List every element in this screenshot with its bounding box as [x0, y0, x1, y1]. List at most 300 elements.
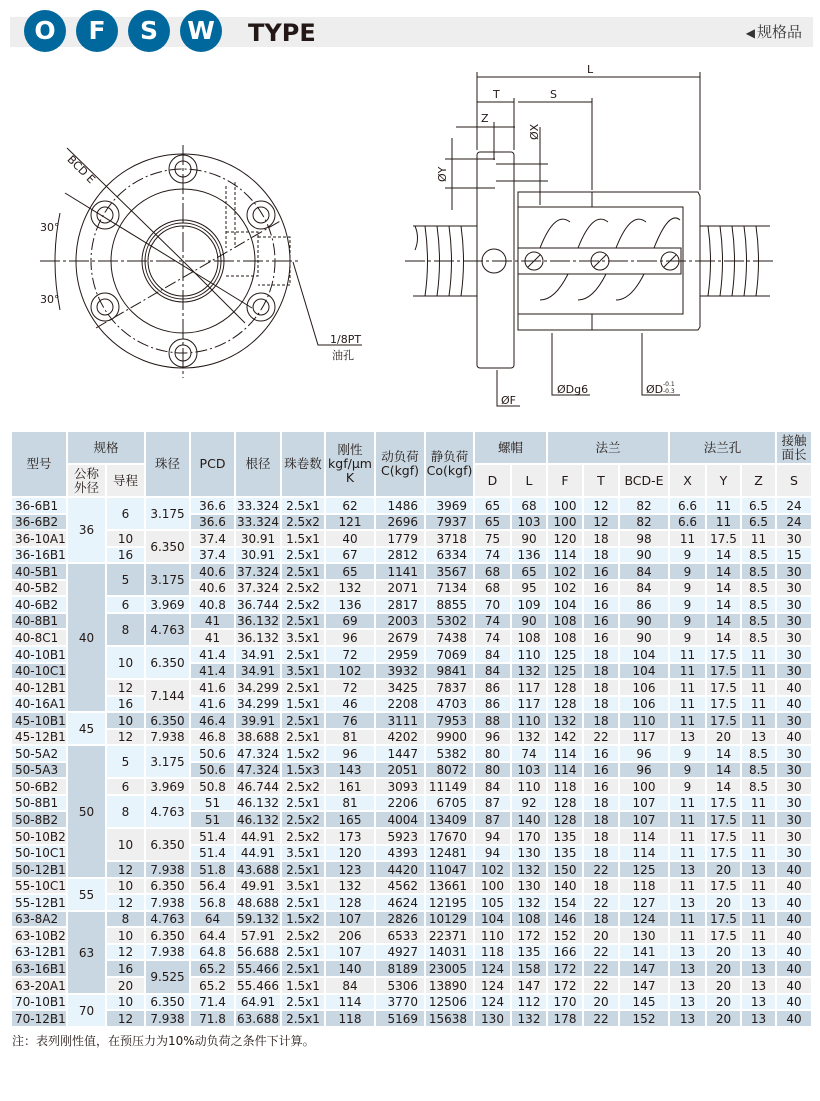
table-cell: 130 [512, 846, 548, 862]
header-turns: 珠卷数 [282, 432, 326, 498]
table-cell: 16 [584, 779, 620, 796]
table-cell: 118 [620, 879, 670, 895]
table-cell: 103 [512, 515, 548, 531]
table-cell: 20 [707, 945, 742, 961]
cell-model: 50-8B2 [12, 812, 68, 829]
table-cell: 6.5 [742, 498, 777, 515]
table-cell: 90 [620, 614, 670, 630]
table-cell: 2.5x1 [282, 895, 326, 912]
table-cell: 3932 [376, 664, 426, 680]
table-cell: 30 [777, 829, 813, 846]
header-model: 型号 [12, 432, 68, 498]
table-cell: 40.8 [191, 597, 236, 614]
merged-lead: 5 [107, 746, 146, 779]
table-cell: 9841 [426, 664, 475, 680]
dim-Dg6: ØDg6 [557, 383, 589, 396]
table-cell: 120 [326, 846, 376, 862]
table-cell: 57.91 [236, 928, 282, 945]
cell-model: 70-10B1 [12, 995, 68, 1011]
cell-model: 50-12B1 [12, 862, 68, 879]
header-nominal-od: 公称 外径 [68, 465, 107, 498]
table-cell: 20 [707, 961, 742, 978]
table-cell: 2.5x1 [282, 945, 326, 961]
table-cell: 41.6 [191, 697, 236, 713]
header-hole-z: Z [742, 465, 777, 498]
table-cell: 65.2 [191, 961, 236, 978]
merged-ball-dia: 6.350 [146, 713, 191, 730]
table-cell: 2.5x1 [282, 564, 326, 581]
table-cell: 12 [584, 515, 620, 531]
table-cell: 11 [670, 829, 707, 846]
table-cell: 9 [670, 548, 707, 564]
table-cell: 37.4 [191, 531, 236, 548]
table-cell: 84 [620, 581, 670, 597]
spec-link[interactable] [746, 20, 802, 45]
dim-L: L [587, 63, 594, 76]
table-cell: 7953 [426, 713, 475, 730]
table-cell: 84 [475, 647, 512, 664]
table-cell: 69 [326, 614, 376, 630]
table-cell: 30.91 [236, 531, 282, 548]
merged-ball-dia: 6.350 [146, 928, 191, 945]
table-cell: 14 [707, 746, 742, 763]
dim-T: T [493, 88, 500, 101]
table-cell: 13 [670, 730, 707, 746]
header-flange-group: 法兰 [548, 432, 670, 465]
table-cell: 117 [512, 697, 548, 713]
table-cell: 11 [742, 829, 777, 846]
merged-lead: 12 [107, 862, 146, 879]
table-cell: 110 [512, 779, 548, 796]
table-cell: 16 [584, 597, 620, 614]
table-cell: 15638 [426, 1011, 475, 1028]
table-cell: 3111 [376, 713, 426, 730]
merged-ball-dia: 6.350 [146, 995, 191, 1011]
table-cell: 17670 [426, 829, 475, 846]
table-cell: 64.91 [236, 995, 282, 1011]
merged-lead: 10 [107, 928, 146, 945]
table-cell: 11 [670, 928, 707, 945]
table-cell: 90 [512, 531, 548, 548]
header-root-dia: 根径 [236, 432, 282, 498]
table-cell: 11 [742, 697, 777, 713]
table-cell: 87 [475, 796, 512, 812]
table-cell: 40 [777, 961, 813, 978]
table-cell: 152 [548, 928, 584, 945]
table-cell: 128 [548, 796, 584, 812]
table-cell: 94 [475, 829, 512, 846]
table-cell: 16 [584, 763, 620, 779]
table-cell: 1.5x1 [282, 697, 326, 713]
table-cell: 30 [777, 763, 813, 779]
table-cell: 17.5 [707, 912, 742, 928]
table-cell: 2.5x1 [282, 730, 326, 746]
table-cell: 11 [742, 713, 777, 730]
badge-s: S [128, 10, 170, 52]
table-cell: 86 [475, 697, 512, 713]
merged-nominal-od: 70 [68, 995, 107, 1028]
table-cell: 39.91 [236, 713, 282, 730]
table-cell: 2208 [376, 697, 426, 713]
dim-Z: Z [481, 112, 489, 125]
table-cell: 2206 [376, 796, 426, 812]
cell-model: 36-6B1 [12, 498, 68, 515]
table-cell: 14 [707, 581, 742, 597]
table-cell: 110 [475, 928, 512, 945]
merged-ball-dia: 4.763 [146, 796, 191, 829]
table-cell: 30.91 [236, 548, 282, 564]
table-cell: 17.5 [707, 713, 742, 730]
table-cell: 6705 [426, 796, 475, 812]
bcd-label: BCD E [64, 152, 98, 187]
table-cell: 86 [620, 597, 670, 614]
table-cell: 14 [707, 630, 742, 647]
dim-D-tol-lower: -0.3 [663, 388, 675, 395]
table-cell: 100 [475, 879, 512, 895]
table-cell: 11 [707, 515, 742, 531]
table-cell: 121 [326, 515, 376, 531]
oil-hole-label: 油孔 [332, 349, 354, 362]
table-cell: 18 [584, 812, 620, 829]
table-cell: 128 [326, 895, 376, 912]
table-cell: 22 [584, 730, 620, 746]
header-hole-y: Y [707, 465, 742, 498]
table-cell: 13 [670, 995, 707, 1011]
table-cell: 130 [620, 928, 670, 945]
table-cell: 18 [584, 548, 620, 564]
merged-lead: 10 [107, 995, 146, 1011]
technical-drawing [0, 55, 820, 425]
table-cell: 2.5x1 [282, 1011, 326, 1028]
table-cell: 41 [191, 630, 236, 647]
table-cell: 16 [584, 746, 620, 763]
table-cell: 82 [620, 515, 670, 531]
table-cell: 17.5 [707, 697, 742, 713]
cell-model: 55-10C1 [12, 879, 68, 895]
table-cell: 2.5x1 [282, 961, 326, 978]
cell-model: 63-20A1 [12, 978, 68, 995]
table-cell: 40 [777, 862, 813, 879]
table-cell: 100 [548, 515, 584, 531]
header-contact-s: S [777, 465, 813, 498]
merged-lead: 10 [107, 647, 146, 680]
table-cell: 107 [326, 912, 376, 928]
table-cell: 13 [742, 895, 777, 912]
cell-model: 70-12B1 [12, 1011, 68, 1028]
table-cell: 9 [670, 564, 707, 581]
table-cell: 74 [475, 630, 512, 647]
table-cell: 81 [326, 730, 376, 746]
angle-bottom-label: 30° [40, 293, 60, 306]
table-cell: 55.466 [236, 978, 282, 995]
table-cell: 82 [620, 498, 670, 515]
table-cell: 96 [620, 763, 670, 779]
table-cell: 8.5 [742, 548, 777, 564]
table-cell: 11 [670, 647, 707, 664]
table-cell: 64 [191, 912, 236, 928]
merged-lead: 12 [107, 680, 146, 697]
table-cell: 1.5x1 [282, 531, 326, 548]
table-cell: 108 [512, 912, 548, 928]
badge-w: W [180, 10, 222, 52]
table-cell: 110 [620, 713, 670, 730]
table-cell: 140 [326, 961, 376, 978]
table-cell: 80 [475, 763, 512, 779]
table-cell: 22 [584, 1011, 620, 1028]
table-cell: 56.8 [191, 895, 236, 912]
merged-ball-dia: 7.938 [146, 945, 191, 961]
merged-nominal-od: 63 [68, 912, 107, 995]
merged-lead: 6 [107, 597, 146, 614]
table-cell: 11 [742, 846, 777, 862]
merged-ball-dia: 9.525 [146, 961, 191, 995]
table-cell: 49.91 [236, 879, 282, 895]
table-cell: 20 [584, 995, 620, 1011]
table-cell: 2.5x1 [282, 713, 326, 730]
table-cell: 13 [742, 862, 777, 879]
table-cell: 11 [742, 531, 777, 548]
table-cell: 6533 [376, 928, 426, 945]
table-cell: 68 [475, 564, 512, 581]
cell-model: 40-10B1 [12, 647, 68, 664]
table-cell: 9 [670, 779, 707, 796]
table-cell: 11 [670, 664, 707, 680]
table-cell: 90 [620, 630, 670, 647]
table-cell: 8.5 [742, 597, 777, 614]
table-cell: 30 [777, 531, 813, 548]
table-cell: 11 [742, 912, 777, 928]
table-cell: 1447 [376, 746, 426, 763]
cell-model: 40-10C1 [12, 664, 68, 680]
table-cell: 50.6 [191, 763, 236, 779]
table-cell: 7837 [426, 680, 475, 697]
table-cell: 30 [777, 779, 813, 796]
merged-lead: 16 [107, 961, 146, 978]
table-cell: 96 [326, 630, 376, 647]
table-cell: 22 [584, 862, 620, 879]
merged-nominal-od: 45 [68, 713, 107, 746]
merged-lead: 8 [107, 614, 146, 647]
table-cell: 158 [512, 961, 548, 978]
table-cell: 18 [584, 664, 620, 680]
table-cell: 40 [777, 995, 813, 1011]
merged-lead: 10 [107, 531, 146, 548]
table-cell: 4393 [376, 846, 426, 862]
table-cell: 36.132 [236, 630, 282, 647]
table-cell: 22 [584, 961, 620, 978]
table-cell: 130 [475, 1011, 512, 1028]
table-cell: 30 [777, 614, 813, 630]
table-cell: 13409 [426, 812, 475, 829]
table-cell: 37.4 [191, 548, 236, 564]
table-cell: 178 [548, 1011, 584, 1028]
table-cell: 13 [670, 961, 707, 978]
table-cell: 147 [620, 961, 670, 978]
badge-f: F [76, 10, 118, 52]
table-cell: 64.4 [191, 928, 236, 945]
table-cell: 23005 [426, 961, 475, 978]
table-cell: 17.5 [707, 680, 742, 697]
table-cell: 18 [584, 713, 620, 730]
table-cell: 12506 [426, 995, 475, 1011]
table-cell: 15 [777, 548, 813, 564]
table-cell: 40 [777, 680, 813, 697]
header-stiffness: 刚性 kgf/μm K [326, 432, 376, 498]
table-cell: 46.4 [191, 713, 236, 730]
table-cell: 3567 [426, 564, 475, 581]
table-cell: 13 [670, 1011, 707, 1028]
table-cell: 125 [548, 647, 584, 664]
table-cell: 118 [548, 779, 584, 796]
table-cell: 14 [707, 564, 742, 581]
table-cell: 17.5 [707, 796, 742, 812]
table-cell: 2.5x1 [282, 548, 326, 564]
table-cell: 51.8 [191, 862, 236, 879]
table-cell: 51 [191, 796, 236, 812]
merged-lead: 20 [107, 978, 146, 995]
merged-ball-dia: 7.938 [146, 895, 191, 912]
table-cell: 9900 [426, 730, 475, 746]
table-cell: 3.5x1 [282, 630, 326, 647]
table-cell: 11 [742, 879, 777, 895]
table-cell: 17.5 [707, 812, 742, 829]
table-cell: 6.6 [670, 515, 707, 531]
table-cell: 141 [620, 945, 670, 961]
header-spec-group: 规格 [68, 432, 146, 465]
table-cell: 2826 [376, 912, 426, 928]
table-cell: 75 [475, 531, 512, 548]
table-cell: 2.5x1 [282, 614, 326, 630]
table-cell: 104 [548, 597, 584, 614]
table-cell: 88 [475, 713, 512, 730]
merged-nominal-od: 50 [68, 746, 107, 879]
table-cell: 108 [548, 614, 584, 630]
table-cell: 132 [512, 862, 548, 879]
table-cell: 20 [584, 928, 620, 945]
merged-lead: 5 [107, 564, 146, 597]
cell-model: 40-8B1 [12, 614, 68, 630]
table-cell: 30 [777, 713, 813, 730]
table-cell: 65 [326, 564, 376, 581]
table-cell: 13 [670, 945, 707, 961]
table-cell: 37.324 [236, 564, 282, 581]
table-cell: 11 [742, 812, 777, 829]
table-cell: 92 [512, 796, 548, 812]
table-cell: 2.5x2 [282, 581, 326, 597]
table-cell: 40 [777, 912, 813, 928]
table-cell: 33.324 [236, 515, 282, 531]
table-cell: 114 [548, 548, 584, 564]
cell-model: 50-5A2 [12, 746, 68, 763]
table-cell: 7134 [426, 581, 475, 597]
table-cell: 13 [742, 730, 777, 746]
table-cell: 30 [777, 630, 813, 647]
cell-model: 40-12B1 [12, 680, 68, 697]
table-cell: 135 [548, 846, 584, 862]
table-cell: 11 [707, 498, 742, 515]
cell-model: 45-10B1 [12, 713, 68, 730]
table-cell: 70 [475, 597, 512, 614]
table-cell: 11 [670, 796, 707, 812]
table-cell: 13 [670, 862, 707, 879]
cell-model: 36-16B1 [12, 548, 68, 564]
table-cell: 118 [475, 945, 512, 961]
table-cell: 132 [512, 895, 548, 912]
table-cell: 96 [475, 730, 512, 746]
table-cell: 142 [548, 730, 584, 746]
table-cell: 5302 [426, 614, 475, 630]
cell-model: 50-8B1 [12, 796, 68, 812]
table-cell: 84 [475, 779, 512, 796]
spec-link-label: 规格品 [756, 23, 802, 41]
table-cell: 120 [548, 531, 584, 548]
cell-model: 40-6B2 [12, 597, 68, 614]
merged-lead: 10 [107, 829, 146, 862]
table-cell: 18 [584, 912, 620, 928]
table-cell: 11 [670, 879, 707, 895]
table-cell: 33.324 [236, 498, 282, 515]
table-cell: 114 [548, 746, 584, 763]
table-cell: 18 [584, 879, 620, 895]
table-cell: 8.5 [742, 614, 777, 630]
table-cell: 30 [777, 564, 813, 581]
table-cell: 18 [584, 697, 620, 713]
table-cell: 6.6 [670, 498, 707, 515]
merged-ball-dia: 3.175 [146, 564, 191, 597]
table-cell: 96 [326, 746, 376, 763]
table-cell: 16 [584, 614, 620, 630]
table-cell: 165 [326, 812, 376, 829]
dim-D: ØD [646, 383, 664, 396]
merged-lead: 6 [107, 498, 146, 531]
table-cell: 16 [584, 630, 620, 647]
table-cell: 50.6 [191, 746, 236, 763]
header-lead: 导程 [107, 465, 146, 498]
table-cell: 3718 [426, 531, 475, 548]
table-cell: 104 [620, 647, 670, 664]
table-cell: 104 [475, 912, 512, 928]
table-cell: 102 [548, 581, 584, 597]
cell-model: 55-12B1 [12, 895, 68, 912]
merged-ball-dia: 7.938 [146, 862, 191, 879]
table-cell: 2003 [376, 614, 426, 630]
table-cell: 16 [584, 581, 620, 597]
table-cell: 55.466 [236, 961, 282, 978]
table-cell: 7937 [426, 515, 475, 531]
table-cell: 132 [512, 730, 548, 746]
table-cell: 161 [326, 779, 376, 796]
table-cell: 8.5 [742, 746, 777, 763]
table-cell: 84 [620, 564, 670, 581]
table-cell: 124 [475, 995, 512, 1011]
cell-model: 40-8C1 [12, 630, 68, 647]
table-cell: 34.299 [236, 680, 282, 697]
table-cell: 106 [620, 680, 670, 697]
dim-X: ØX [528, 123, 541, 140]
table-cell: 2679 [376, 630, 426, 647]
table-cell: 8.5 [742, 763, 777, 779]
table-cell: 20 [707, 995, 742, 1011]
table-cell: 124 [475, 978, 512, 995]
table-cell: 4703 [426, 697, 475, 713]
table-cell: 14 [707, 779, 742, 796]
merged-lead: 8 [107, 796, 146, 829]
header-flange-t: T [584, 465, 620, 498]
table-cell: 166 [548, 945, 584, 961]
table-cell: 2.5x1 [282, 995, 326, 1011]
table-cell: 11 [670, 812, 707, 829]
table-cell: 94 [475, 846, 512, 862]
